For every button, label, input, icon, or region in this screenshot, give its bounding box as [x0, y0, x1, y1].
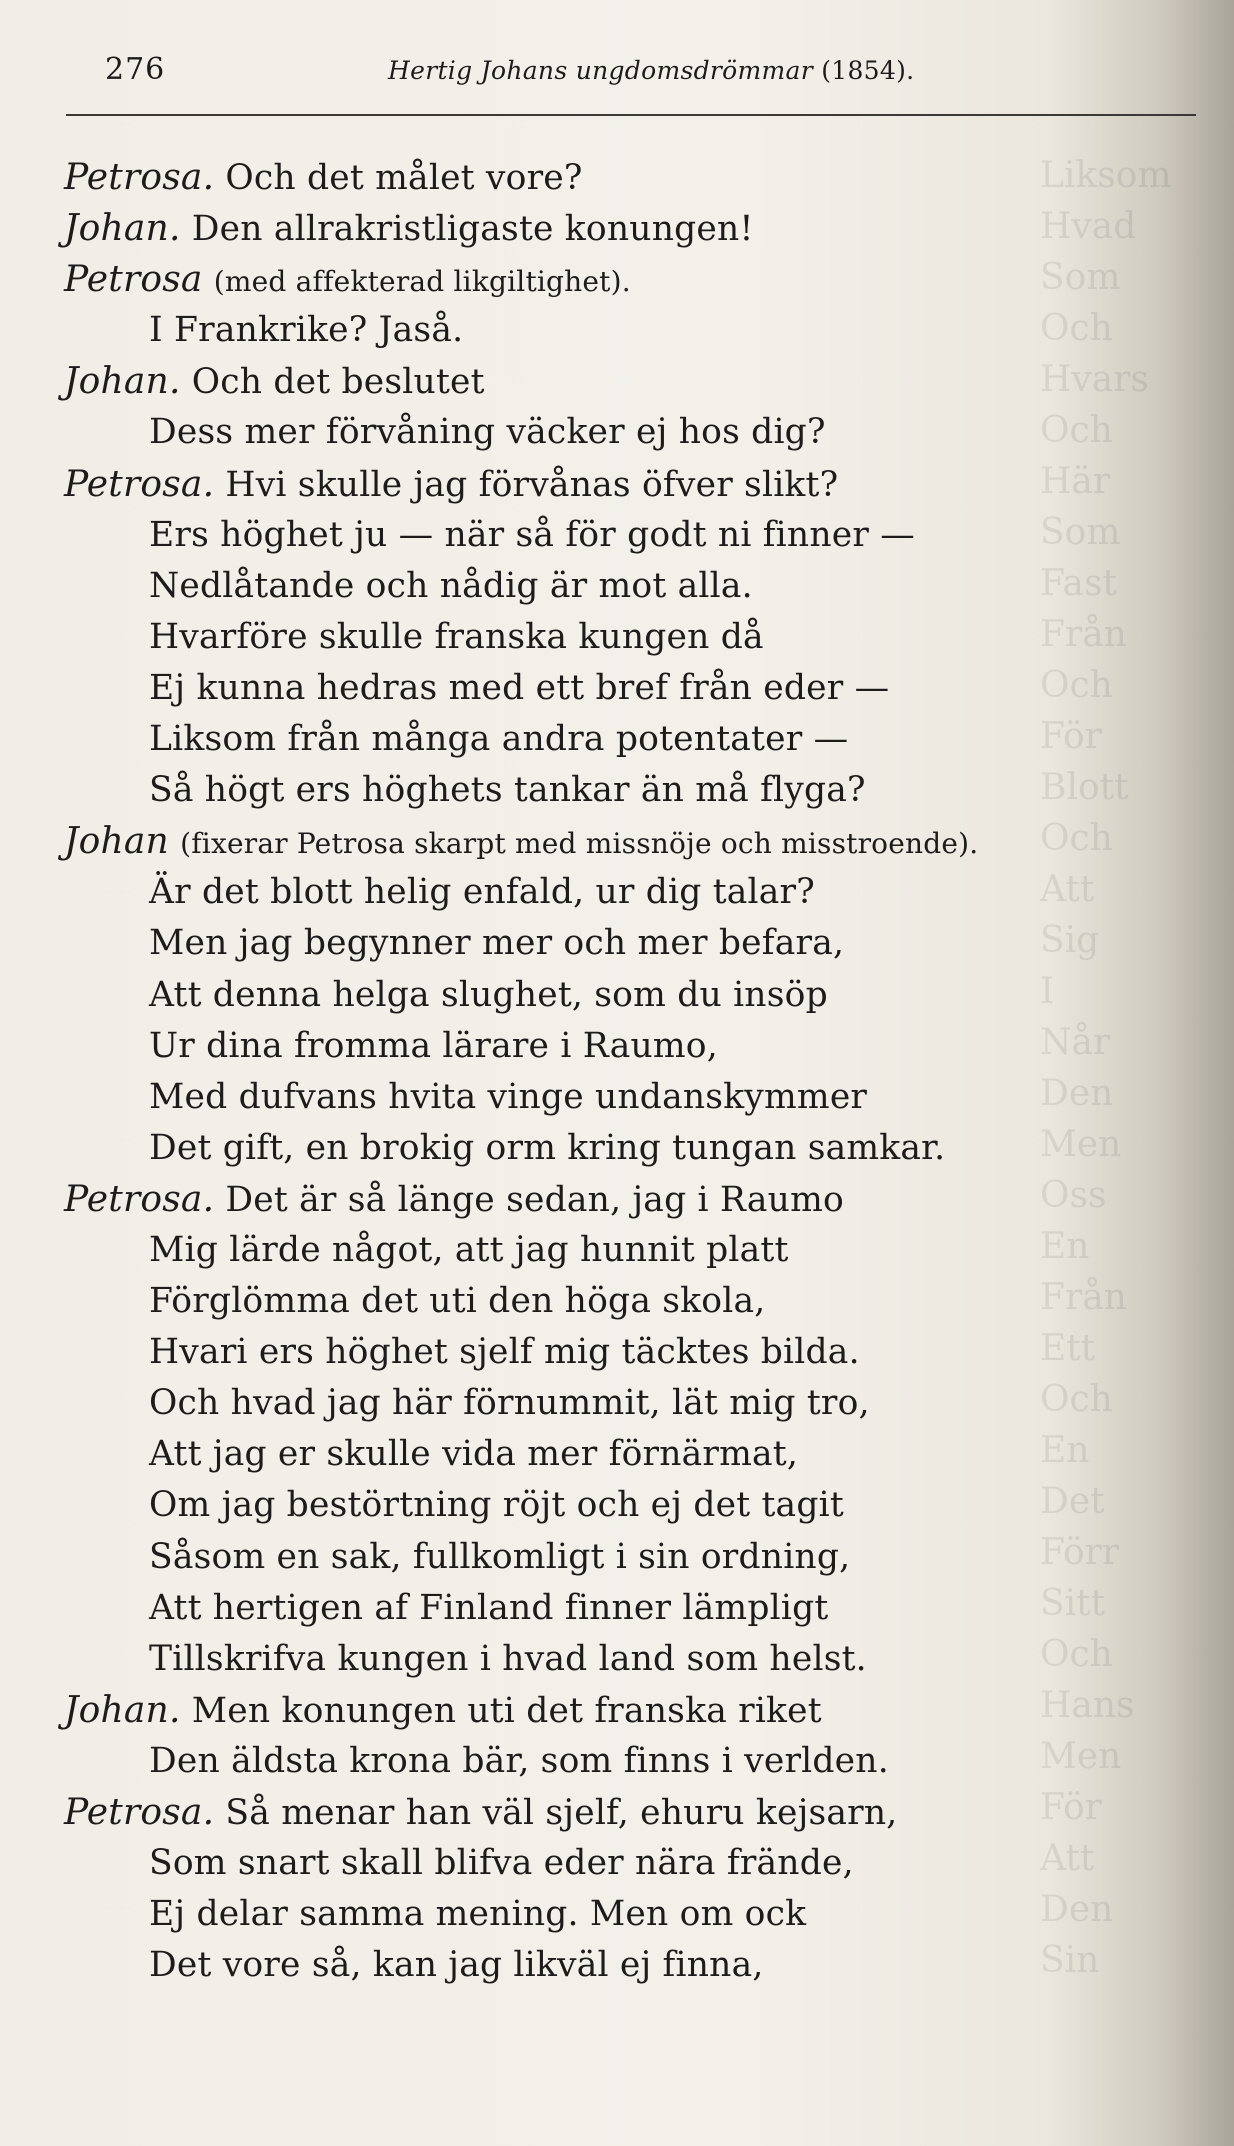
- verse-line: [64, 510, 1144, 561]
- verse-text: Såsom en sak, fullkomligt i sin ordning,: [149, 1536, 851, 1577]
- verse-text: Liksom från många andra potentater —: [149, 719, 849, 760]
- verse-text: Ur dina fromma lärare i Raumo,: [149, 1025, 718, 1066]
- speaker-name: Johan: [64, 821, 169, 863]
- bleed-through-text: Liksom Hvad Som Och Hvars Och Här Som Fast Från Och För Blott Och Att Sig I Når Den Men Oss En Från Ett Och En Det Förr Sitt Och Hans Men För Att Den Sin: [1040, 155, 1172, 1981]
- verse-line: [64, 1021, 1144, 1072]
- header-rule: [66, 114, 1196, 116]
- verse-line: [64, 1583, 1144, 1634]
- verse-line: [64, 867, 1144, 918]
- verse-text: Det gift, en brokig orm kring tungan samkar.: [149, 1127, 946, 1168]
- verse-line: [64, 612, 1144, 663]
- verse-line: [64, 1532, 1144, 1583]
- speaker-name: Johan.: [64, 361, 181, 403]
- verse-text: Ej delar samma mening. Men om ock: [149, 1894, 807, 1935]
- verse-line: [64, 1072, 1144, 1123]
- speaker-line: [64, 1685, 1144, 1736]
- speaker-name: Johan.: [64, 208, 181, 250]
- running-title: [388, 56, 914, 85]
- verse-text: Hvari ers höghet sjelf mig täcktes bilda.: [149, 1332, 860, 1373]
- verse-line: [64, 663, 1144, 714]
- verse-line: [64, 918, 1144, 969]
- verse-text: Tillskrifva kungen i hvad land som helst.: [149, 1638, 867, 1679]
- verse-text: Men jag begynner mer och mer befara,: [149, 923, 845, 964]
- verse-text: Och det målet vore?: [225, 158, 583, 198]
- verse-line: [64, 1276, 1144, 1327]
- verse-text: Och det beslutet: [191, 362, 485, 403]
- verse-text: Den allrakristligaste konungen!: [191, 209, 754, 250]
- verse-text: Att hertigen af Finland finner lämpligt: [149, 1587, 829, 1628]
- verse-text: Så menar han väl sjelf, ehuru kejsarn,: [225, 1793, 898, 1833]
- speaker-name: Petrosa.: [64, 157, 215, 198]
- verse-line: [64, 407, 1144, 458]
- verse-line: [64, 1225, 1144, 1276]
- verse-line: [64, 1327, 1144, 1378]
- verse-text: Mig lärde något, att jag hunnit platt: [149, 1229, 789, 1270]
- verse-text: Hvarföre skulle franska kungen då: [149, 616, 764, 657]
- verse-text: Det vore så, kan jag likväl ej finna,: [149, 1945, 764, 1986]
- speaker-line: [64, 816, 1144, 867]
- verse-line: [64, 970, 1144, 1021]
- verse-line: [64, 765, 1144, 816]
- running-title-year: (1854).: [821, 56, 915, 85]
- verse-line: [64, 1429, 1144, 1480]
- verse-text: Dess mer förvåning väcker ej hos dig?: [149, 412, 826, 453]
- speaker-line: [64, 1787, 1144, 1838]
- verse-text: Det är så länge sedan, jag i Raumo: [225, 1179, 844, 1220]
- speaker-name: Johan.: [64, 1689, 181, 1731]
- verse-text: Att denna helga slughet, som du insöp: [149, 974, 828, 1015]
- verse-text: Är det blott helig enfald, ur dig talar?: [149, 872, 815, 913]
- speaker-line: [64, 152, 1144, 203]
- verse-line: [64, 1480, 1144, 1531]
- dialogue-text: [64, 152, 1144, 1991]
- verse-text: Med dufvans hvita vinge undanskymmer: [149, 1076, 868, 1117]
- verse-text: Men konungen uti det franska riket: [191, 1690, 822, 1731]
- verse-line: [64, 714, 1144, 765]
- speaker-line: [64, 254, 1144, 305]
- verse-text: Att jag er skulle vida mer förnärmat,: [149, 1434, 799, 1475]
- page-header: [0, 52, 1234, 102]
- verse-line: [64, 1940, 1144, 1991]
- verse-text: Förglömma det uti den höga skola,: [149, 1281, 766, 1322]
- verse-line: [64, 1378, 1144, 1429]
- verse-line: [64, 1634, 1144, 1685]
- verse-text: Hvi skulle jag förvånas öfver slikt?: [225, 464, 839, 505]
- verse-text: Den äldsta krona bär, som finns i verlden.: [149, 1740, 889, 1781]
- speaker-name: Petrosa.: [64, 463, 215, 505]
- verse-line: [64, 561, 1144, 612]
- verse-text: Ej kunna hedras med ett bref från eder —: [149, 667, 890, 708]
- verse-text: Och hvad jag här förnummit, lät mig tro,: [149, 1383, 870, 1424]
- verse-line: [64, 1123, 1144, 1174]
- verse-text: Så högt ers höghets tankar än må flyga?: [149, 770, 866, 811]
- verse-line: [64, 1736, 1144, 1787]
- verse-text: Ers höghet ju — när så för godt ni finner —: [149, 514, 915, 555]
- speaker-line: [64, 356, 1144, 407]
- speaker-name: Petrosa: [64, 259, 203, 301]
- verse-line: [64, 1838, 1144, 1889]
- verse-text: Nedlåtande och nådig är mot alla.: [149, 565, 753, 606]
- verse-line: [64, 1889, 1144, 1940]
- page-number: 276: [105, 52, 166, 87]
- speaker-line: [64, 1174, 1144, 1225]
- verse-line: [64, 305, 1144, 356]
- verse-text: Om jag bestörtning röjt och ej det tagit: [149, 1485, 844, 1526]
- speaker-line: [64, 203, 1144, 254]
- stage-direction: (fixerar Petrosa skarpt med missnöje och misstroende).: [180, 827, 979, 861]
- stage-direction: (med affekterad likgiltighet).: [213, 265, 631, 299]
- speaker-line: [64, 459, 1144, 510]
- verse-text: Som snart skall blifva eder nära frände,: [149, 1843, 854, 1884]
- speaker-name: Petrosa.: [64, 1792, 215, 1833]
- verse-text: I Frankrike? Jaså.: [149, 310, 464, 351]
- running-title-text: Hertig Johans ungdomsdrömmar: [388, 56, 813, 85]
- speaker-name: Petrosa.: [64, 1178, 215, 1220]
